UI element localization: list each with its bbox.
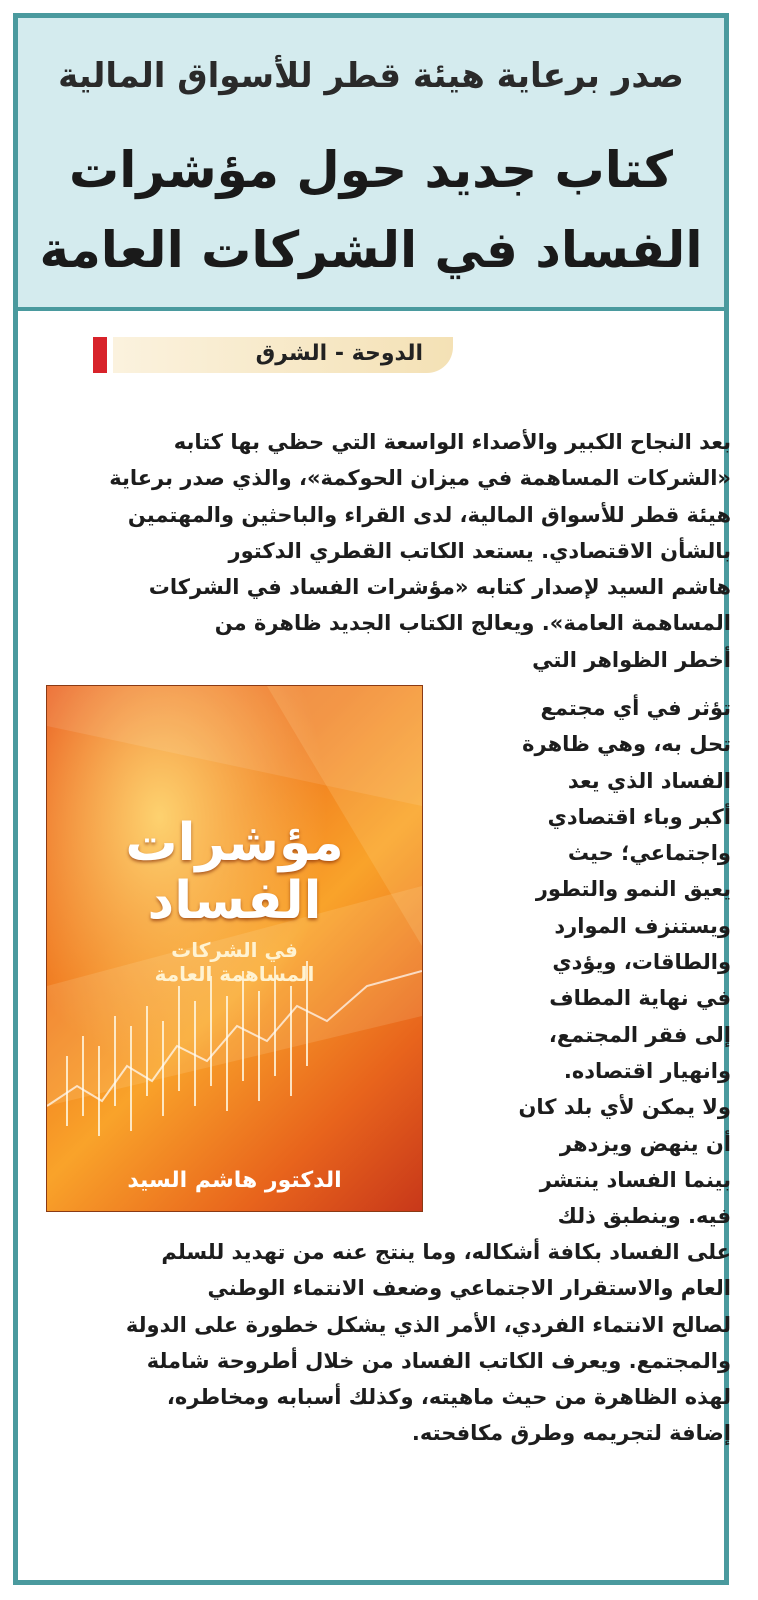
body-line: ويستنزف الموارد — [554, 913, 731, 938]
body-line: واجتماعي؛ حيث — [567, 841, 731, 866]
body-line: تحل به، وهي ظاهرة — [522, 732, 731, 757]
article-body-side — [495, 690, 731, 1234]
body-line: والمجتمع. ويعرف الكاتب الفساد من خلال أطروحة شاملة — [146, 1348, 731, 1373]
body-line: بعد النجاح الكبير والأصداء الواسعة التي حظي بها كتابه — [173, 430, 731, 454]
body-line: وانهيار اقتصاده. — [563, 1058, 731, 1083]
cover-title — [47, 814, 422, 930]
body-line: ولا يمكن لأي بلد كان — [518, 1095, 731, 1120]
dateline: الدوحة - الشرق — [255, 341, 423, 366]
body-line: أكبر وباء اقتصادي — [547, 804, 731, 829]
headline-line: الفساد في الشركات العامة — [39, 221, 703, 279]
cover-title-line: مؤشرات — [125, 813, 344, 873]
cover-subtitle-line: المساهمة العامة — [154, 962, 315, 986]
cover-subtitle — [47, 938, 422, 986]
body-line: المساهمة العامة». ويعالج الكتاب الجديد ظاهرة من — [214, 611, 731, 636]
body-line: أن ينهض ويزدهر — [559, 1131, 731, 1156]
article-body-top — [79, 424, 731, 678]
body-line: هاشم السيد لإصدار كتابه «مؤشرات الفساد في الشركات — [148, 575, 731, 600]
body-line: على الفساد بكافة أشكاله، وما ينتج عنه من تهديد للسلم — [161, 1240, 731, 1264]
body-line: والطاقات، ويؤدي — [552, 950, 731, 975]
body-line: إلى فقر المجتمع، — [548, 1022, 731, 1047]
body-line: الفساد الذي يعد — [567, 768, 731, 793]
body-line: تؤثر في أي مجتمع — [540, 696, 731, 720]
body-line: إضافة لتجريمه وطرق مكافحته. — [411, 1421, 731, 1446]
body-line: يعيق النمو والتطور — [535, 877, 731, 902]
body-line: فيه. وينطبق ذلك — [557, 1204, 731, 1229]
body-line: في نهاية المطاف — [549, 986, 731, 1011]
dateline-accent-bar — [93, 337, 107, 373]
cover-author: الدكتور هاشم السيد — [127, 1168, 342, 1193]
body-line: لهذه الظاهرة من حيث ماهيته، وكذلك أسبابه ومخاطره، — [166, 1385, 731, 1410]
body-line: أخطر الظواهر التي — [532, 647, 731, 672]
headline — [18, 130, 724, 290]
body-line: لصالح الانتماء الفردي، الأمر الذي يشكل خطورة على الدولة — [125, 1312, 731, 1337]
kicker: صدر برعاية هيئة قطر للأسواق المالية — [58, 56, 684, 96]
body-line: بالشأن الاقتصادي. يستعد الكاتب القطري الدكتور — [228, 538, 731, 563]
article-body-bottom — [79, 1234, 731, 1452]
book-cover-image — [47, 686, 422, 1211]
article-header — [18, 18, 724, 311]
cover-subtitle-line: في الشركات — [171, 938, 298, 962]
body-line: العام والاستقرار الاجتماعي وضعف الانتماء الوطني — [207, 1276, 731, 1301]
body-line: «الشركات المساهمة في ميزان الحوكمة»، والذي صدر برعاية — [109, 466, 731, 491]
headline-line: كتاب جديد حول مؤشرات — [68, 141, 674, 199]
body-line: هيئة قطر للأسواق المالية، لدى القراء والباحثين والمهتمين — [127, 502, 731, 527]
body-line: بينما الفساد ينتشر — [539, 1167, 731, 1192]
cover-title-line: الفساد — [147, 871, 322, 931]
